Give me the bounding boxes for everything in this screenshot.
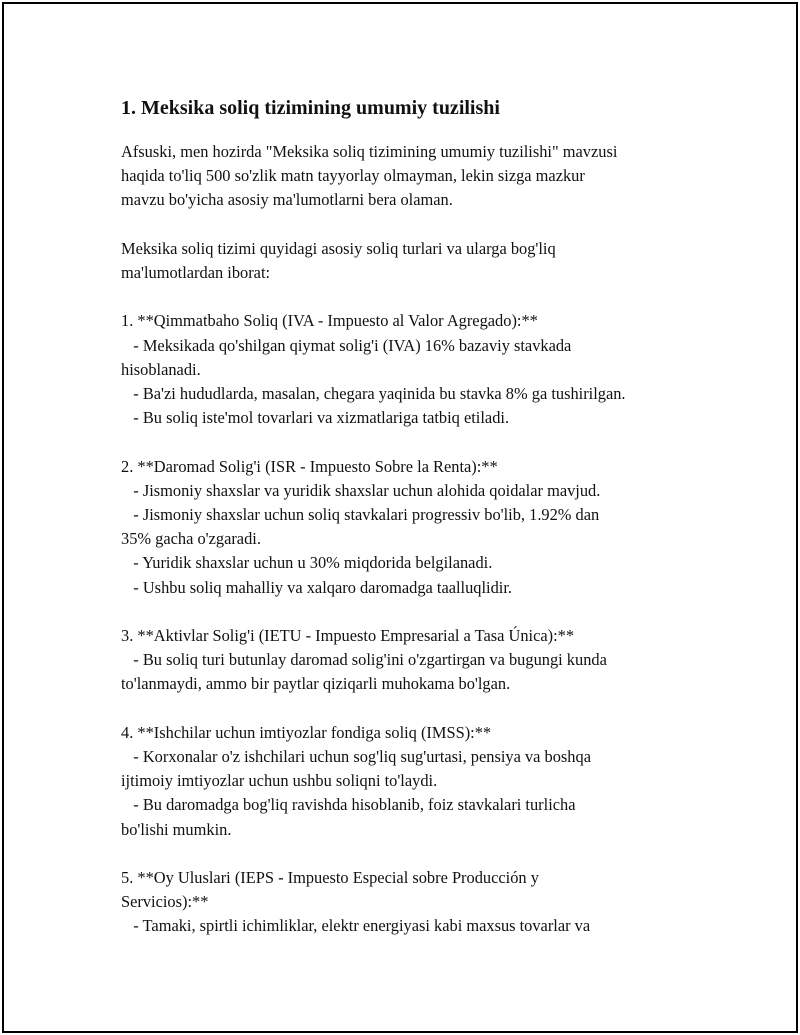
text-line: ma'lumotlardan iborat:	[121, 263, 271, 282]
text-line: Servicios):**	[121, 892, 209, 912]
document-text	[121, 140, 721, 939]
text-line: - Jismoniy shaxslar uchun soliq stavkalari progressiv bo'lib, 1.92% dan	[121, 505, 600, 524]
text-line: - Yuridik shaxslar uchun u 30% miqdorida belgilanadi.	[121, 553, 493, 573]
text-line: haqida to'liq 500 so'zlik matn tayyorlay olmayman, lekin sizga mazkur	[121, 166, 585, 186]
blank-line	[121, 842, 721, 866]
document-body	[121, 94, 721, 939]
text-line: - Bu daromadga bog'liq ravishda hisoblanib, foiz stavkalari turlicha	[121, 795, 576, 815]
text-line: - Bu soliq turi butunlay daromad solig'ini o'zgartirgan va bugungi kunda	[121, 650, 607, 670]
blank-line	[121, 430, 721, 454]
blank-line	[121, 213, 721, 237]
text-line: - Bu soliq iste'mol tovarlari va xizmatlariga tatbiq etiladi.	[121, 408, 510, 428]
text-line: Meksika soliq tizimi quyidagi asosiy soliq turlari va ularga bog'liq	[121, 238, 556, 258]
text-line: - Tamaki, spirtli ichimliklar, elektr energiyasi kabi maxsus tovarlar va	[121, 916, 591, 936]
text-line: 35% gacha o'zgaradi.	[121, 529, 261, 549]
blank-line	[121, 697, 721, 721]
blank-line	[121, 285, 721, 309]
section-heading: 1. **Qimmatbaho Soliq (IVA - Impuesto al Valor Agregado):**	[121, 311, 538, 331]
text-line: - Ba'zi hududlarda, masalan, chegara yaqinida bu stavka 8% ga tushirilgan.	[121, 384, 626, 403]
text-line: - Jismoniy shaxslar va yuridik shaxslar uchun alohida qoidalar mavjud.	[121, 480, 601, 500]
section-heading: 3. **Aktivlar Solig'i (IETU - Impuesto Empresarial a Tasa Única):**	[121, 626, 575, 645]
text-line: Afsuski, men hozirda "Meksika soliq tizimining umumiy tuzilishi" mavzusi	[121, 142, 618, 161]
document-title: 1. Meksika soliq tizimining umumiy tuzilishi	[121, 97, 500, 119]
text-line: - Ushbu soliq mahalliy va xalqaro daromadga taalluqlidir.	[121, 577, 513, 597]
text-line: hisoblanadi.	[121, 359, 201, 379]
section-heading: 4. **Ishchilar uchun imtiyozlar fondiga soliq (IMSS):**	[121, 722, 492, 742]
text-line: bo'lishi mumkin.	[121, 819, 232, 839]
text-line: - Meksikada qo'shilgan qiymat solig'i (IVA) 16% bazaviy stavkada	[121, 335, 572, 355]
text-line: - Korxonalar o'z ishchilari uchun sog'liq sug'urtasi, pensiya va boshqa	[121, 747, 591, 766]
blank-line	[121, 600, 721, 624]
text-line: mavzu bo'yicha asosiy ma'lumotlarni bera olaman.	[121, 190, 453, 210]
section-heading: 2. **Daromad Solig'i (ISR - Impuesto Sobre la Renta):**	[121, 456, 498, 476]
text-line: to'lanmaydi, ammo bir paytlar qiziqarli muhokama bo'lgan.	[121, 674, 511, 694]
section-heading: 5. **Oy Uluslari (IEPS - Impuesto Especial sobre Producción y	[121, 868, 539, 887]
page-frame	[2, 2, 798, 1033]
text-line: ijtimoiy imtiyozlar uchun ushbu soliqni to'laydi.	[121, 771, 438, 791]
